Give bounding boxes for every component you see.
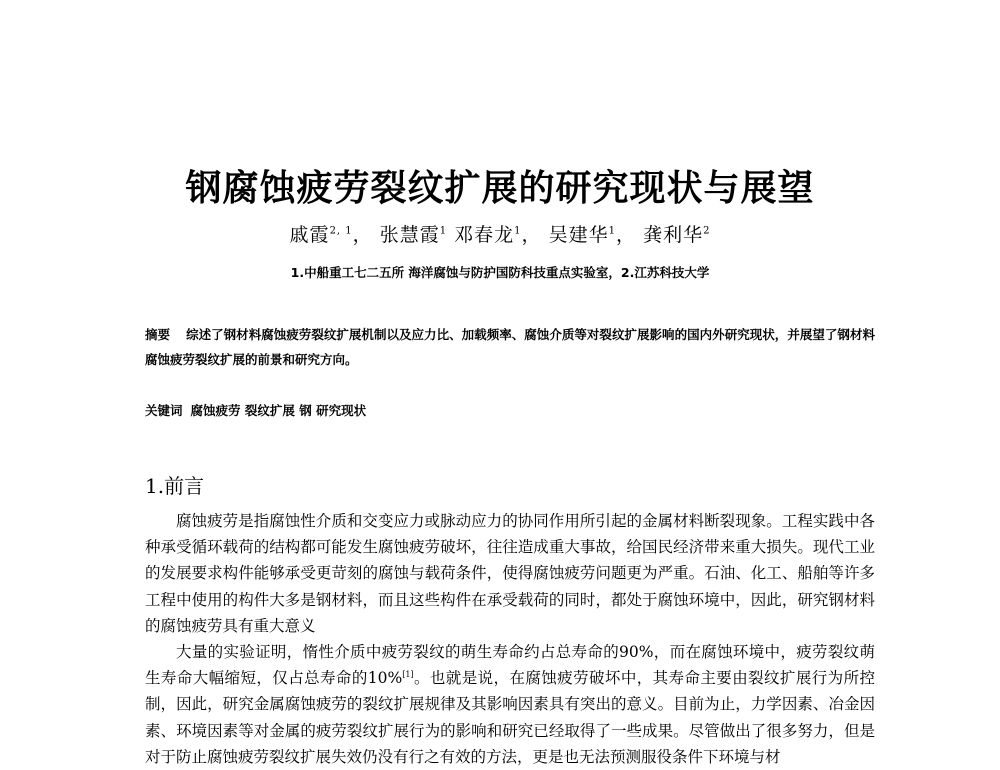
section-body	[145, 508, 875, 770]
author-affiliation-mark: 1	[439, 225, 448, 237]
author-separator: ，	[521, 224, 542, 246]
author-affiliation-mark: 1	[608, 225, 616, 237]
author-affiliation-mark: 2	[703, 225, 711, 237]
author-name: 吴建华	[548, 224, 609, 246]
author-affiliation-mark: 1	[514, 225, 522, 237]
author-separator: ，	[352, 224, 373, 246]
body-text-segment: 大量的实验证明，惰性介质中疲劳裂纹的萌生寿命约占总寿命的90%，而在腐蚀环境中，疲劳裂纹萌生寿命大幅缩短，仅占总寿命的10%	[145, 643, 875, 688]
body-paragraph	[145, 639, 875, 770]
body-text-segment: 。也就是说，在腐蚀疲劳破坏中，其寿命主要由裂纹扩展行为所控制，因此，研究金属腐蚀疲劳的裂纹扩展规律及其影响因素具有突出的意义。目前为止，力学因素、冶金因素、环境因素等对金属的疲劳裂纹扩展行为的影响和研究已经取得了一些成果。尽管做出了很多努力，但是对于防止腐蚀疲劳裂纹扩展失效仍没有行之有效的方法，更是也无法预测服役条件下环境与材	[145, 669, 875, 766]
body-paragraph: 腐蚀疲劳是指腐蚀性介质和交变应力或脉动应力的协同作用所引起的金属材料断裂现象。工程实践中各种承受循环载荷的结构都可能发生腐蚀疲劳破坏，往往造成重大事故，给国民经济带来重大损失。现代工业的发展要求构件能够承受更苛刻的腐蚀与载荷条件，使得腐蚀疲劳问题更为严重。石油、化工、船舶等许多工程中使用的构件大多是钢材料，而且这些构件在承受载荷的同时，都处于腐蚀环境中，因此，研究钢材料的腐蚀疲劳具有重大意义	[145, 512, 875, 635]
abstract-text: 综述了钢材料腐蚀疲劳裂纹扩展机制以及应力比、加载频率、腐蚀介质等对裂纹扩展影响的国内外研究现状，并展望了钢材料腐蚀疲劳裂纹扩展的前景和研究方向。	[145, 327, 875, 367]
author-name: 张慧霞	[379, 224, 440, 246]
affiliation-line: 1.中船重工七二五所 海洋腐蚀与防护国防科技重点实验室，2.江苏科技大学	[290, 265, 710, 280]
keywords-text: 腐蚀疲劳 裂纹扩展 钢 研究现状	[190, 403, 367, 418]
author-name: 戚霞	[289, 224, 330, 246]
author-list	[0, 220, 1000, 247]
section-heading: 1.前言	[145, 474, 205, 498]
abstract-label: 摘要	[145, 327, 171, 342]
author-separator: ，	[616, 224, 637, 246]
author-name: 邓春龙	[454, 224, 515, 246]
author-name: 龚利华	[643, 224, 704, 246]
abstract	[145, 322, 875, 372]
author-affiliation-mark: 2, 1	[329, 225, 353, 237]
citation-mark: [1]	[402, 670, 414, 680]
paper-title: 钢腐蚀疲劳裂纹扩展的研究现状与展望	[185, 168, 815, 209]
keywords-label: 关键词	[145, 403, 183, 418]
keywords	[145, 398, 875, 423]
